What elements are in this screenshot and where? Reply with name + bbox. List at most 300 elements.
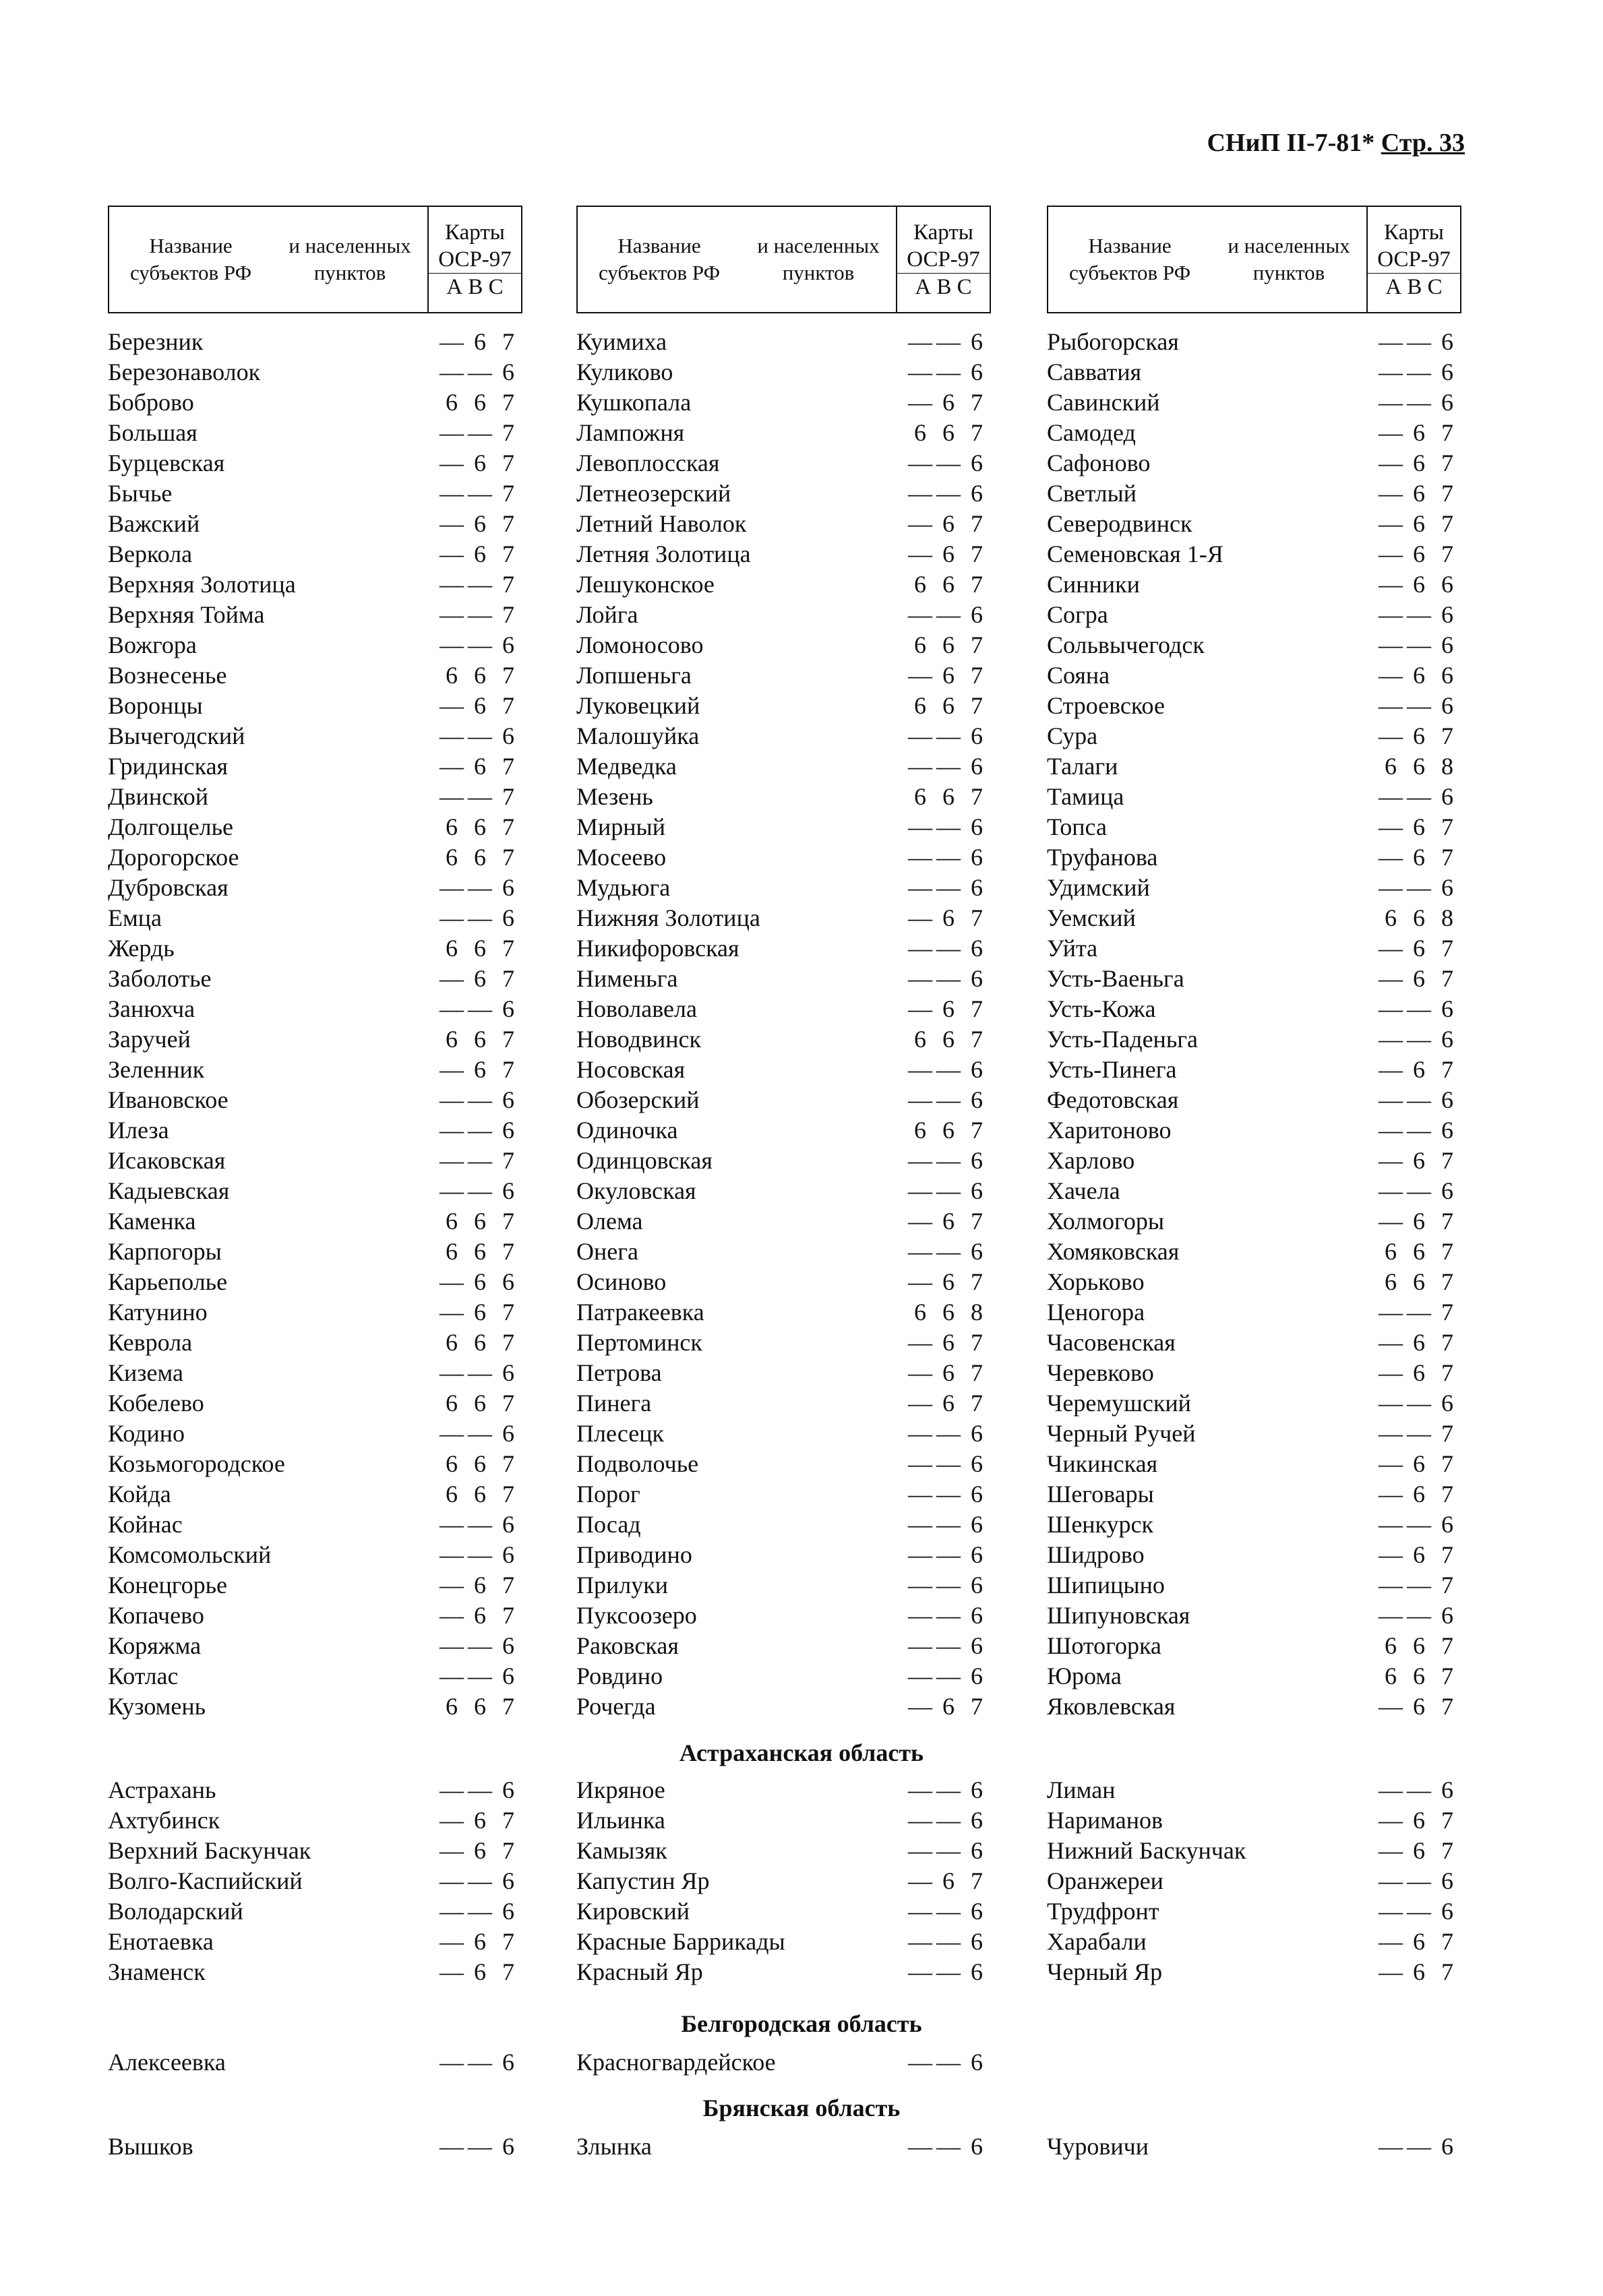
map-a-value: — <box>1379 1541 1403 1568</box>
map-c-value: 7 <box>502 540 514 567</box>
map-a-value: — <box>1379 813 1403 840</box>
settlement-name: Мирный <box>576 813 665 840</box>
map-c-value: 6 <box>502 1419 514 1447</box>
map-b-value: — <box>936 1237 961 1265</box>
map-a-value: 6 <box>914 1298 926 1326</box>
table-row <box>1047 872 1461 902</box>
map-b-value: — <box>1407 1389 1431 1417</box>
map-c-value: 7 <box>971 540 983 567</box>
map-c-value: 7 <box>1441 1237 1453 1265</box>
map-b-value: 6 <box>942 1867 955 1894</box>
settlement-name: Самодед <box>1047 418 1136 446</box>
map-a-value: — <box>1379 873 1403 901</box>
map-b-value: — <box>1407 691 1431 719</box>
map-b-value: 6 <box>942 631 955 658</box>
map-b-value: 6 <box>1413 1662 1425 1689</box>
map-c-value: 7 <box>502 509 514 537</box>
map-c-value: 7 <box>502 1055 514 1083</box>
settlement-column <box>576 2047 991 2077</box>
settlement-name: Долгощелье <box>108 813 233 840</box>
map-c-value: 6 <box>1441 1867 1453 1894</box>
column-header-maps <box>429 207 521 312</box>
map-c-value: 7 <box>502 1298 514 1326</box>
map-a-value: 6 <box>914 1116 926 1144</box>
map-b-value: — <box>936 843 961 871</box>
header-maps-line2: ОСР-97 <box>429 246 521 274</box>
header-name-line1: Название субъектов РФ <box>1068 234 1191 284</box>
settlement-name: Кодино <box>108 1419 185 1447</box>
settlement-name: Левоплосская <box>576 449 720 476</box>
settlement-name: Коряжма <box>108 1632 202 1659</box>
map-c-value: 7 <box>502 1927 514 1955</box>
table-row <box>576 1266 991 1297</box>
settlement-name: Подволочье <box>576 1450 699 1477</box>
settlement-name: Кизема <box>108 1359 183 1386</box>
map-a-value: — <box>908 1867 932 1894</box>
map-b-value: — <box>1407 1897 1431 1925</box>
map-a-value: 6 <box>446 1328 458 1356</box>
map-b-value: 6 <box>942 1025 955 1053</box>
table-row <box>576 1600 991 1630</box>
map-c-value: 7 <box>1441 540 1453 567</box>
map-c-value: 7 <box>971 418 983 446</box>
map-b-value: — <box>936 1450 961 1477</box>
table-row <box>108 1691 522 1721</box>
settlement-name: Капустин Яр <box>576 1867 710 1894</box>
map-c-value: 7 <box>502 570 514 598</box>
map-a-value: — <box>1379 1867 1403 1894</box>
map-a-value: — <box>1379 1927 1403 1955</box>
doc-code: СНиП II-7-81* <box>1207 129 1375 157</box>
map-b-value: 6 <box>1413 1541 1425 1568</box>
map-c-value: 7 <box>1441 1146 1453 1174</box>
map-c-value: 7 <box>1441 1632 1453 1659</box>
settlement-name: Черный Яр <box>1047 1958 1163 1985</box>
settlement-name: Труфанова <box>1047 843 1158 871</box>
table-row <box>576 993 991 1024</box>
map-a-value: — <box>1379 843 1403 871</box>
map-b-value: 6 <box>1413 1450 1425 1477</box>
table-row <box>108 1805 522 1835</box>
table-row <box>108 1896 522 1926</box>
header-maps-line3: А В С <box>1385 274 1443 299</box>
map-c-value: 6 <box>1441 1510 1453 1538</box>
table-row <box>108 720 522 751</box>
map-b-value: — <box>936 1510 961 1538</box>
map-a-value: — <box>908 1571 932 1599</box>
map-b-value: 6 <box>474 1806 486 1834</box>
map-b-value: 6 <box>942 540 955 567</box>
map-a-value: — <box>908 1662 932 1689</box>
map-a-value: — <box>440 1359 464 1386</box>
map-c-value: 6 <box>502 1116 514 1144</box>
map-b-value: — <box>468 631 492 658</box>
map-c-value: 7 <box>502 328 514 355</box>
settlement-name: Кушкопала <box>576 388 692 416</box>
map-a-value: — <box>908 1177 932 1204</box>
map-c-value: 7 <box>502 1692 514 1720</box>
settlement-column <box>576 2131 991 2161</box>
settlement-name: Черный Ручей <box>1047 1419 1196 1447</box>
map-a-value: — <box>908 904 932 931</box>
table-row <box>1047 1145 1461 1175</box>
settlement-name: Гридинская <box>108 752 229 780</box>
page-header <box>1207 128 1465 158</box>
map-c-value: 7 <box>502 1601 514 1629</box>
map-b-value: — <box>936 1086 961 1113</box>
map-c-value: 7 <box>1441 418 1453 446</box>
map-b-value: 6 <box>474 661 486 689</box>
settlement-name: Большая <box>108 418 198 446</box>
map-a-value: — <box>1379 388 1403 416</box>
table-row <box>108 2047 522 2077</box>
map-c-value: 6 <box>1441 631 1453 658</box>
map-b-value: — <box>936 1806 961 1834</box>
table-row <box>576 1509 991 1539</box>
table-row <box>108 417 522 447</box>
map-b-value: 6 <box>474 1055 486 1083</box>
table-row <box>108 842 522 872</box>
table-row <box>1047 599 1461 629</box>
map-a-value: — <box>440 449 464 476</box>
map-c-value: 7 <box>1441 1055 1453 1083</box>
map-c-value: 7 <box>502 388 514 416</box>
map-b-value: 6 <box>1413 479 1425 507</box>
settlement-name: Осиново <box>576 1268 667 1295</box>
map-b-value: 6 <box>1413 1836 1425 1864</box>
settlement-name: Плесецк <box>576 1419 664 1447</box>
settlement-name: Исаковская <box>108 1146 226 1174</box>
map-b-value: 6 <box>474 691 486 719</box>
map-a-value: — <box>908 358 932 385</box>
map-a-value: — <box>1379 691 1403 719</box>
map-b-value: 6 <box>1413 1480 1425 1508</box>
table-header-box <box>576 206 991 313</box>
map-c-value: 7 <box>502 1806 514 1834</box>
map-a-value: — <box>1379 1692 1403 1720</box>
map-b-value: 6 <box>474 1268 486 1295</box>
map-c-value: 6 <box>1441 358 1453 385</box>
table-row <box>108 1661 522 1691</box>
map-a-value: — <box>908 873 932 901</box>
table-row <box>1047 963 1461 993</box>
settlement-column <box>1047 1774 1461 1987</box>
settlement-name: Зеленник <box>108 1055 205 1083</box>
map-b-value: 6 <box>1413 1927 1425 1955</box>
settlement-name: Куимиха <box>576 328 667 355</box>
table-row <box>576 1630 991 1661</box>
settlement-column <box>576 326 991 1721</box>
table-row <box>1047 811 1461 842</box>
table-row <box>1047 1206 1461 1236</box>
map-c-value: 7 <box>971 1207 983 1235</box>
map-a-value: — <box>1379 1116 1403 1144</box>
settlement-name: Савватия <box>1047 358 1142 385</box>
table-row <box>1047 508 1461 538</box>
map-b-value: — <box>468 873 492 901</box>
table-row <box>576 387 991 417</box>
map-c-value: 6 <box>502 1632 514 1659</box>
map-a-value: — <box>1379 358 1403 385</box>
settlement-name: Койнас <box>108 1510 183 1538</box>
map-a-value: — <box>908 964 932 992</box>
settlement-name: Летнеозерский <box>576 479 731 507</box>
settlement-name: Раковская <box>576 1632 679 1659</box>
map-b-value: 6 <box>474 1207 486 1235</box>
map-b-value: 6 <box>1413 1207 1425 1235</box>
map-a-value: — <box>440 995 464 1022</box>
settlement-name: Хомяковская <box>1047 1237 1180 1265</box>
table-row <box>1047 447 1461 478</box>
settlement-name: Верхняя Тойма <box>108 600 265 628</box>
settlement-name: Савинский <box>1047 388 1160 416</box>
table-row <box>576 1115 991 1145</box>
map-c-value: 7 <box>971 631 983 658</box>
map-a-value: — <box>440 1632 464 1659</box>
settlement-name: Вознесенье <box>108 661 227 689</box>
settlement-name: Лопшеньга <box>576 661 692 689</box>
table-row <box>576 1896 991 1926</box>
settlement-name: Рыбогорская <box>1047 328 1179 355</box>
table-row <box>1047 1630 1461 1661</box>
table-row <box>108 1145 522 1175</box>
map-b-value: 6 <box>474 813 486 840</box>
map-a-value: — <box>908 1927 932 1955</box>
map-c-value: 6 <box>971 1776 983 1803</box>
map-b-value: 6 <box>1413 843 1425 871</box>
map-a-value: — <box>440 1867 464 1894</box>
map-b-value: 6 <box>942 1359 955 1386</box>
map-b-value: — <box>936 600 961 628</box>
map-b-value: 6 <box>474 540 486 567</box>
settlement-name: Окуловская <box>576 1177 696 1204</box>
map-a-value: — <box>1379 1776 1403 1803</box>
table-row <box>576 781 991 811</box>
table-row <box>1047 902 1461 933</box>
map-a-value: — <box>1379 782 1403 810</box>
table-row <box>108 872 522 902</box>
settlement-name: Козьмогородское <box>108 1450 285 1477</box>
settlement-name: Комсомольский <box>108 1541 272 1568</box>
settlement-name: Ломоносово <box>576 631 704 658</box>
table-row <box>576 1024 991 1054</box>
map-a-value: — <box>908 388 932 416</box>
settlement-name: Нименьга <box>576 964 678 992</box>
map-a-value: — <box>908 813 932 840</box>
settlement-column <box>108 2131 522 2161</box>
map-a-value: — <box>1379 934 1403 962</box>
map-a-value: — <box>908 1776 932 1803</box>
table-row <box>576 2131 991 2161</box>
map-c-value: 7 <box>502 661 514 689</box>
column-header-maps <box>1368 207 1460 312</box>
table-row <box>108 1570 522 1600</box>
map-c-value: 6 <box>502 358 514 385</box>
map-c-value: 7 <box>1441 1328 1453 1356</box>
map-c-value: 6 <box>502 904 514 931</box>
map-a-value: — <box>908 843 932 871</box>
map-b-value: 6 <box>1413 540 1425 567</box>
map-c-value: 6 <box>502 722 514 749</box>
map-a-value: — <box>440 600 464 628</box>
settlement-name: Лампожня <box>576 418 685 446</box>
map-c-value: 7 <box>1441 449 1453 476</box>
map-a-value: — <box>1379 1328 1403 1356</box>
map-c-value: 6 <box>502 1510 514 1538</box>
map-c-value: 7 <box>502 934 514 962</box>
map-c-value: 7 <box>971 782 983 810</box>
settlement-name: Холмогоры <box>1047 1207 1165 1235</box>
map-b-value: 6 <box>474 1237 486 1265</box>
map-c-value: 7 <box>502 1571 514 1599</box>
map-c-value: 6 <box>971 1086 983 1113</box>
settlement-name: Ровдино <box>576 1662 663 1689</box>
table-row <box>1047 1539 1461 1570</box>
table-row <box>1047 1805 1461 1835</box>
map-b-value: — <box>468 600 492 628</box>
map-b-value: — <box>1407 1776 1431 1803</box>
map-c-value: 6 <box>1441 873 1453 901</box>
map-c-value: 6 <box>971 1571 983 1599</box>
map-a-value: — <box>1379 328 1403 355</box>
settlement-name: Никифоровская <box>576 934 739 962</box>
map-b-value: — <box>468 1146 492 1174</box>
table-header-box <box>1047 206 1461 313</box>
settlement-name: Березник <box>108 328 204 355</box>
map-a-value: — <box>908 1237 932 1265</box>
table-row <box>576 902 991 933</box>
map-c-value: 8 <box>1441 752 1453 780</box>
map-a-value: — <box>1379 418 1403 446</box>
table-row <box>108 1479 522 1509</box>
map-c-value: 7 <box>1441 479 1453 507</box>
table-row <box>1047 1570 1461 1600</box>
map-b-value: — <box>468 418 492 446</box>
map-b-value: 6 <box>474 934 486 962</box>
map-a-value: — <box>440 1927 464 1955</box>
settlement-column <box>108 326 522 1721</box>
map-a-value: — <box>1379 570 1403 598</box>
map-a-value: — <box>440 540 464 567</box>
map-b-value: 6 <box>1413 418 1425 446</box>
map-c-value: 7 <box>971 904 983 931</box>
map-b-value: — <box>468 904 492 931</box>
settlement-name: Сояна <box>1047 661 1110 689</box>
map-b-value: — <box>936 358 961 385</box>
header-maps-line3: А В С <box>915 274 972 299</box>
map-c-value: 6 <box>971 1480 983 1508</box>
settlement-name: Карпогоры <box>108 1237 222 1265</box>
table-row <box>108 690 522 720</box>
table-row <box>1047 569 1461 599</box>
map-a-value: — <box>440 782 464 810</box>
settlement-name: Одиночка <box>576 1116 678 1144</box>
map-c-value: 6 <box>502 1662 514 1689</box>
map-b-value: 6 <box>942 509 955 537</box>
settlement-name: Пинега <box>576 1389 652 1417</box>
table-row <box>1047 1115 1461 1145</box>
settlement-name: Двинской <box>108 782 208 810</box>
settlement-name: Куликово <box>576 358 673 385</box>
map-c-value: 6 <box>971 1662 983 1689</box>
table-row <box>108 356 522 387</box>
map-c-value: 6 <box>1441 1116 1453 1144</box>
map-b-value: — <box>468 570 492 598</box>
map-c-value: 7 <box>1441 1958 1453 1985</box>
map-a-value: — <box>1379 661 1403 689</box>
map-a-value: 6 <box>1385 904 1397 931</box>
settlement-name: Ценогора <box>1047 1298 1145 1326</box>
map-a-value: — <box>908 1419 932 1447</box>
table-row <box>576 326 991 356</box>
map-a-value: — <box>1379 1025 1403 1053</box>
settlement-name: Сафоново <box>1047 449 1151 476</box>
table-row <box>576 1774 991 1805</box>
map-b-value: — <box>936 2132 961 2160</box>
map-c-value: 7 <box>502 843 514 871</box>
column-header-name <box>1048 207 1368 312</box>
map-c-value: 7 <box>1441 964 1453 992</box>
map-c-value: 6 <box>502 1776 514 1803</box>
map-a-value: — <box>1379 1419 1403 1447</box>
map-c-value: 7 <box>1441 1836 1453 1864</box>
map-a-value: 6 <box>1385 1237 1397 1265</box>
settlement-name: Жердь <box>108 934 175 962</box>
table-row <box>1047 933 1461 963</box>
map-b-value: 6 <box>474 1450 486 1477</box>
map-a-value: — <box>908 328 932 355</box>
map-a-value: — <box>908 1146 932 1174</box>
table-header-box <box>108 206 522 313</box>
table-row <box>576 1539 991 1570</box>
map-b-value: 6 <box>474 1389 486 1417</box>
table-row <box>108 1327 522 1357</box>
settlement-name: Рочегда <box>576 1692 656 1720</box>
map-b-value: 6 <box>1413 752 1425 780</box>
settlement-name: Медведка <box>576 752 677 780</box>
table-row <box>108 1835 522 1865</box>
map-c-value: 8 <box>1441 904 1453 931</box>
settlement-name: Березонаволок <box>108 358 261 385</box>
settlement-name: Мосеево <box>576 843 667 871</box>
map-b-value: 6 <box>474 1927 486 1955</box>
map-a-value: — <box>1379 1177 1403 1204</box>
settlement-name: Синники <box>1047 570 1140 598</box>
map-b-value: 6 <box>942 1298 955 1326</box>
map-a-value: — <box>1379 1389 1403 1417</box>
table-row <box>576 1805 991 1835</box>
map-a-value: — <box>1379 2132 1403 2160</box>
map-b-value: — <box>936 328 961 355</box>
table-row <box>576 1236 991 1266</box>
table-row <box>108 1357 522 1388</box>
map-b-value: 6 <box>474 964 486 992</box>
map-b-value: — <box>936 1177 961 1204</box>
table-row <box>576 356 991 387</box>
map-b-value: 6 <box>942 782 955 810</box>
map-b-value: — <box>936 2048 961 2076</box>
map-a-value: 6 <box>914 631 926 658</box>
settlement-name: Злынка <box>576 2132 652 2160</box>
map-c-value: 6 <box>971 1419 983 1447</box>
map-b-value: — <box>936 1541 961 1568</box>
map-b-value: — <box>936 1601 961 1629</box>
map-a-value: — <box>1379 1480 1403 1508</box>
table-row <box>576 933 991 963</box>
map-a-value: — <box>908 934 932 962</box>
settlement-name: Енотаевка <box>108 1927 214 1955</box>
map-c-value: 7 <box>971 995 983 1022</box>
